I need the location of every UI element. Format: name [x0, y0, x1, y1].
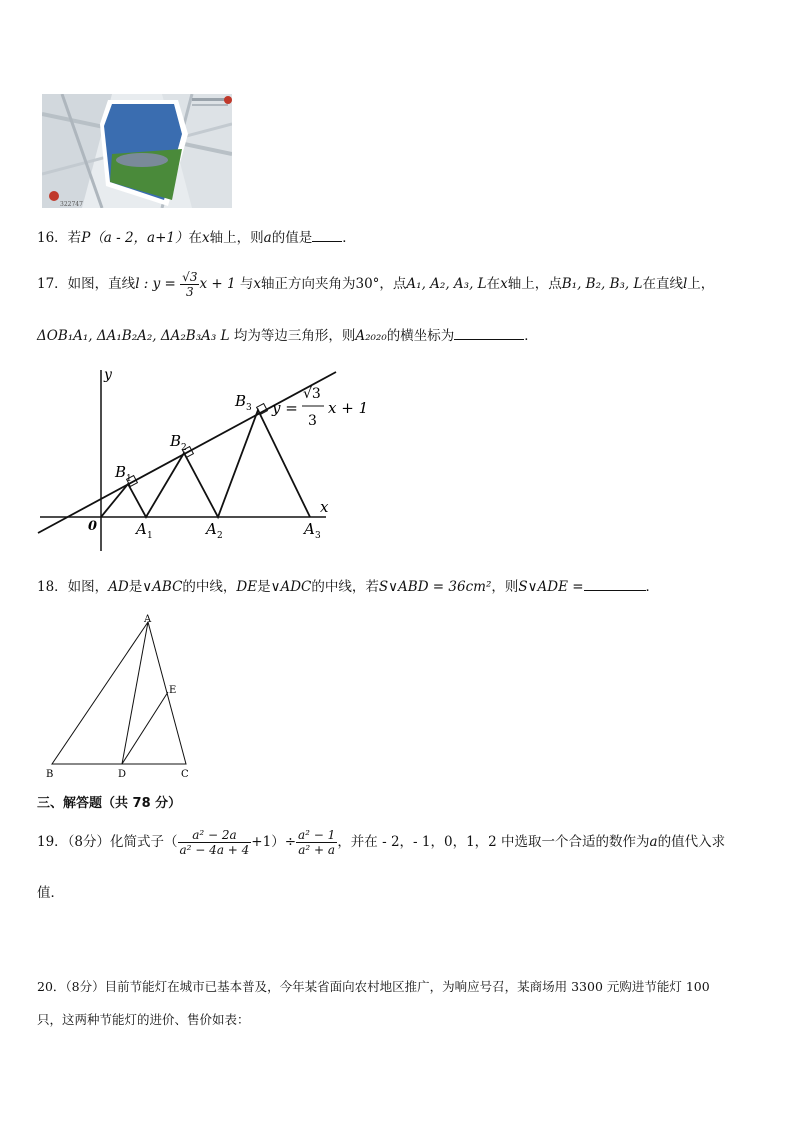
svg-text:3: 3: [315, 531, 321, 541]
stamp-serial: 322747: [60, 201, 83, 208]
figure-18: [40, 610, 200, 782]
answer-blank: [584, 578, 646, 591]
question-17-line1: 17．如图，直线l : y = $\frac{√3}{3}$ x + 1 与x轴正方向夹角为30°，点A₁, A₂, A₃, L在x轴上，点B₁, B₂, B₃, L在直线l上，: [37, 270, 715, 299]
label-C: C: [181, 769, 189, 780]
label-a2: A: [206, 520, 217, 538]
section-title: 三、解答题（共 78 分）: [37, 796, 182, 811]
svg-text:3: 3: [246, 403, 252, 413]
question-20-line1: 20．（8分）目前节能灯在城市已基本普及，今年某省面向农村地区推广，为响应号召，某商场用 3300 元购进节能灯 100: [37, 979, 710, 994]
question-18: 18．如图，AD是∨ABC的中线，DE是∨ADC的中线，若S∨ABD = 36cm²，则S∨ADE = ．: [37, 579, 660, 595]
label-b3: B: [235, 392, 247, 410]
label-a3: A: [304, 520, 315, 538]
label-b1: B: [115, 463, 127, 481]
fraction-1: $\frac{\text{a² − 2a}}{\text{a² − 4a + 4}}$: [179, 828, 250, 857]
x-label: x: [320, 498, 329, 516]
y-label: y: [104, 367, 112, 383]
label-B: B: [46, 769, 54, 780]
triangles: [101, 410, 310, 517]
eq-right: x + 1: [328, 399, 369, 417]
stamp-image: [42, 94, 232, 208]
label-E: E: [169, 685, 177, 696]
svg-text:1: 1: [126, 474, 132, 484]
question-17-line2: ΔOB₁A₁, ΔA₁B₂A₂, ΔA₂B₃A₃ L 均为等边三角形，则A₂₀₂₀的横坐标为 ．: [37, 328, 538, 344]
question-19-line2: 值．: [37, 885, 64, 901]
eq-num: √3: [303, 386, 321, 402]
question-16: 16．若P（a - 2，a+1）在x轴上，则a的值是 ．: [37, 230, 356, 246]
label-a1: A: [136, 520, 147, 538]
svg-text:2: 2: [181, 443, 187, 453]
origin-label: 0: [88, 519, 98, 534]
question-19-line1: 19．（8分）化简式子（ $\frac{\text{a² − 2a}}{\text{a² − 4a + 4}}$ +1）÷ $\frac{\text{a² − 1}}{\text{a² + a}}$ ，并在 - 2，- 1，0，1，2 中选取一个合适的数作为a的值代入求: [37, 828, 726, 857]
label-A: A: [144, 614, 152, 625]
answer-blank: [454, 327, 524, 340]
line-l: [38, 372, 336, 533]
figure-17: [36, 362, 376, 554]
question-20-line2: 只，这两种节能灯的进价、售价如表：: [37, 1012, 250, 1027]
label-b2: B: [170, 432, 182, 450]
answer-blank: [312, 229, 342, 242]
svg-text:1: 1: [147, 531, 153, 541]
fraction-2: $\frac{\text{a² − 1}}{\text{a² + a}}$: [298, 828, 336, 857]
eq-den: 3: [308, 413, 317, 429]
label-D: D: [118, 769, 127, 780]
svg-text:2: 2: [217, 531, 223, 541]
fraction-sqrt3-over-3: $\frac{√3}{3}$: [182, 270, 198, 299]
eq-left: y =: [272, 399, 298, 417]
